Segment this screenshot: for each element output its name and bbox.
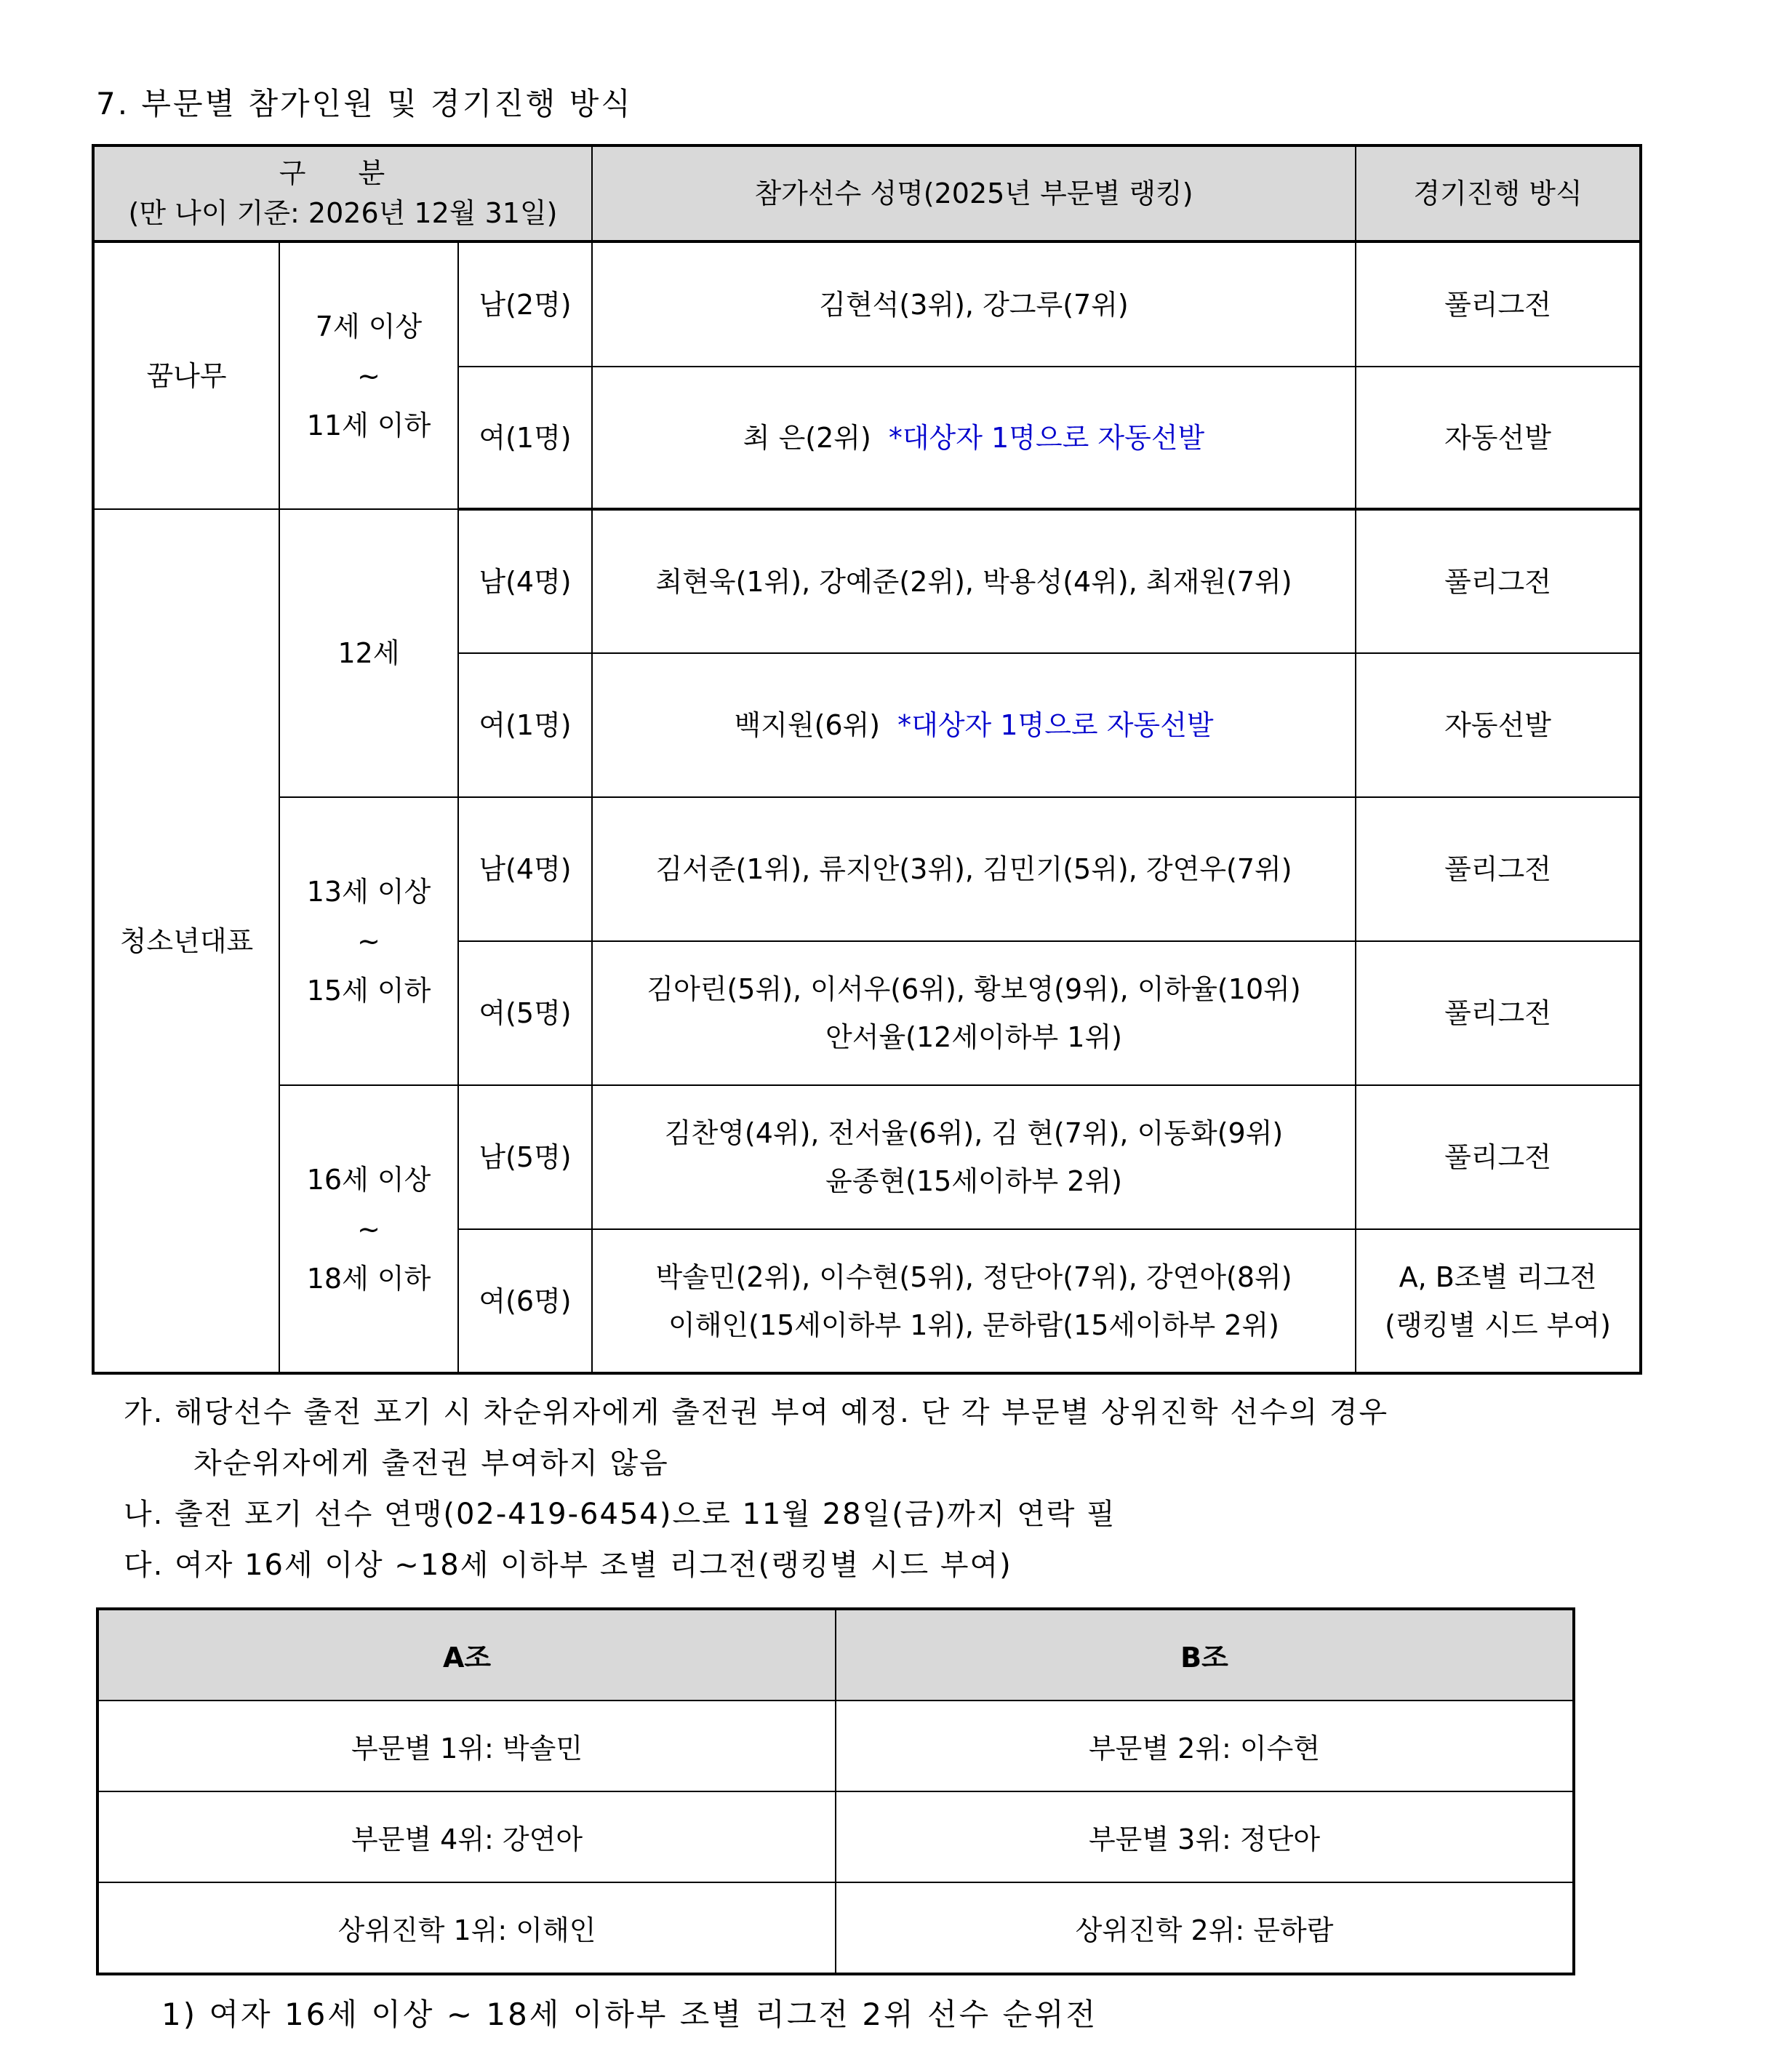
player-names-line2: 안서율(12세이하부 1위) bbox=[825, 1021, 1122, 1053]
age-line: 11세 이하 bbox=[306, 409, 431, 441]
players-cell bbox=[592, 367, 1356, 509]
note-ga-line1: 가. 해당선수 출전 포기 시 차순위자에게 출전권 부여 예정. 단 각 부문별 상위진학 선수의 경우 bbox=[124, 1396, 1389, 1429]
group-a-seed: 부문별 4위: 강연아 bbox=[97, 1791, 836, 1882]
note-na: 나. 출전 포기 선수 연맹(02-419-6454)으로 11월 28일(금)까지 연락 필 bbox=[124, 1498, 1116, 1531]
method-header: 경기진행 방식 bbox=[1356, 145, 1641, 241]
players-cell bbox=[592, 941, 1356, 1085]
gender-cell: 여(5명) bbox=[458, 941, 592, 1085]
group-a-seed: 부문별 1위: 박솔민 bbox=[97, 1701, 836, 1791]
division-cell: 꿈나무 bbox=[93, 241, 279, 509]
method-line1: A, B조별 리그전 bbox=[1399, 1260, 1597, 1293]
gender-cell: 남(2명) bbox=[458, 241, 592, 367]
players-cell bbox=[592, 1229, 1356, 1373]
gender-cell: 여(1명) bbox=[458, 653, 592, 797]
age-range-cell bbox=[279, 241, 458, 509]
group-b-seed: 부문별 3위: 정단아 bbox=[836, 1791, 1574, 1882]
age-range-cell bbox=[279, 1085, 458, 1373]
age-line: 12세 bbox=[337, 637, 400, 669]
player-names: 최 은(2위) bbox=[743, 421, 871, 454]
group-b-seed: 부문별 2위: 이수현 bbox=[836, 1701, 1574, 1791]
player-names-line2: 이해인(15세이하부 1위), 문하람(15세이하부 2위) bbox=[668, 1308, 1280, 1341]
player-names-line1: 박솔민(2위), 이수현(5위), 정단아(7위), 강연아(8위) bbox=[655, 1260, 1292, 1293]
method-cell: 풀리그전 bbox=[1356, 241, 1641, 367]
category-header bbox=[93, 145, 592, 241]
player-names-line2: 윤종현(15세이하부 2위) bbox=[825, 1165, 1122, 1197]
age-line: 16세 이상 bbox=[306, 1163, 431, 1196]
player-names-line1: 김찬영(4위), 전서율(6위), 김 현(7위), 이동화(9위) bbox=[664, 1117, 1284, 1149]
category-header-line2: (만 나이 기준: 2026년 12월 31일) bbox=[128, 197, 558, 229]
auto-selection-note: *대상자 1명으로 자동선발 bbox=[897, 709, 1214, 741]
age-line: 18세 이하 bbox=[306, 1262, 431, 1295]
age-range-cell bbox=[279, 509, 458, 797]
method-cell bbox=[1356, 1229, 1641, 1373]
player-names: 백지원(6위) bbox=[734, 709, 881, 741]
method-line2: (랭킹별 시드 부여) bbox=[1385, 1308, 1611, 1341]
method-cell: 자동선발 bbox=[1356, 367, 1641, 509]
gender-cell: 여(1명) bbox=[458, 367, 592, 509]
category-header-line1: 구 분 bbox=[279, 157, 407, 189]
group-b-header: B조 bbox=[836, 1609, 1574, 1701]
method-cell: 풀리그전 bbox=[1356, 1085, 1641, 1229]
method-cell: 풀리그전 bbox=[1356, 941, 1641, 1085]
age-line: 13세 이상 bbox=[306, 876, 431, 908]
age-line: 7세 이상 bbox=[315, 310, 423, 343]
age-range-cell bbox=[279, 797, 458, 1085]
players-cell: 최현욱(1위), 강예준(2위), 박용성(4위), 최재원(7위) bbox=[592, 509, 1356, 653]
method-cell: 풀리그전 bbox=[1356, 797, 1641, 941]
method-cell: 풀리그전 bbox=[1356, 509, 1641, 653]
footer-item: 1) 여자 16세 이상 ~ 18세 이하부 조별 리그전 2위 선수 순위전 bbox=[161, 1997, 1098, 2032]
gender-cell: 남(4명) bbox=[458, 797, 592, 941]
age-line: ~ bbox=[357, 1212, 380, 1245]
age-line: ~ bbox=[357, 925, 380, 957]
age-line: 15세 이하 bbox=[306, 975, 431, 1007]
group-league-table bbox=[96, 1607, 1575, 1975]
auto-selection-note: *대상자 1명으로 자동선발 bbox=[888, 421, 1205, 454]
group-a-header: A조 bbox=[97, 1609, 836, 1701]
players-cell: 김서준(1위), 류지안(3위), 김민기(5위), 강연우(7위) bbox=[592, 797, 1356, 941]
player-names-line1: 김아린(5위), 이서우(6위), 황보영(9위), 이하율(10위) bbox=[647, 973, 1301, 1005]
group-b-seed: 상위진학 2위: 문하람 bbox=[836, 1882, 1574, 1974]
section-title: 7. 부문별 참가인원 및 경기진행 방식 bbox=[96, 86, 633, 121]
note-ga-line2: 차순위자에게 출전권 부여하지 않음 bbox=[193, 1447, 669, 1480]
players-header: 참가선수 성명(2025년 부문별 랭킹) bbox=[592, 145, 1356, 241]
participants-table bbox=[92, 144, 1642, 1375]
age-line: ~ bbox=[357, 359, 380, 392]
division-cell: 청소년대표 bbox=[93, 509, 279, 1373]
players-cell bbox=[592, 653, 1356, 797]
gender-cell: 여(6명) bbox=[458, 1229, 592, 1373]
gender-cell: 남(5명) bbox=[458, 1085, 592, 1229]
group-a-seed: 상위진학 1위: 이해인 bbox=[97, 1882, 836, 1974]
gender-cell: 남(4명) bbox=[458, 509, 592, 653]
note-da: 다. 여자 16세 이상 ~18세 이하부 조별 리그전(랭킹별 시드 부여) bbox=[124, 1549, 1012, 1582]
method-cell: 자동선발 bbox=[1356, 653, 1641, 797]
players-cell: 김현석(3위), 강그루(7위) bbox=[592, 241, 1356, 367]
players-cell bbox=[592, 1085, 1356, 1229]
